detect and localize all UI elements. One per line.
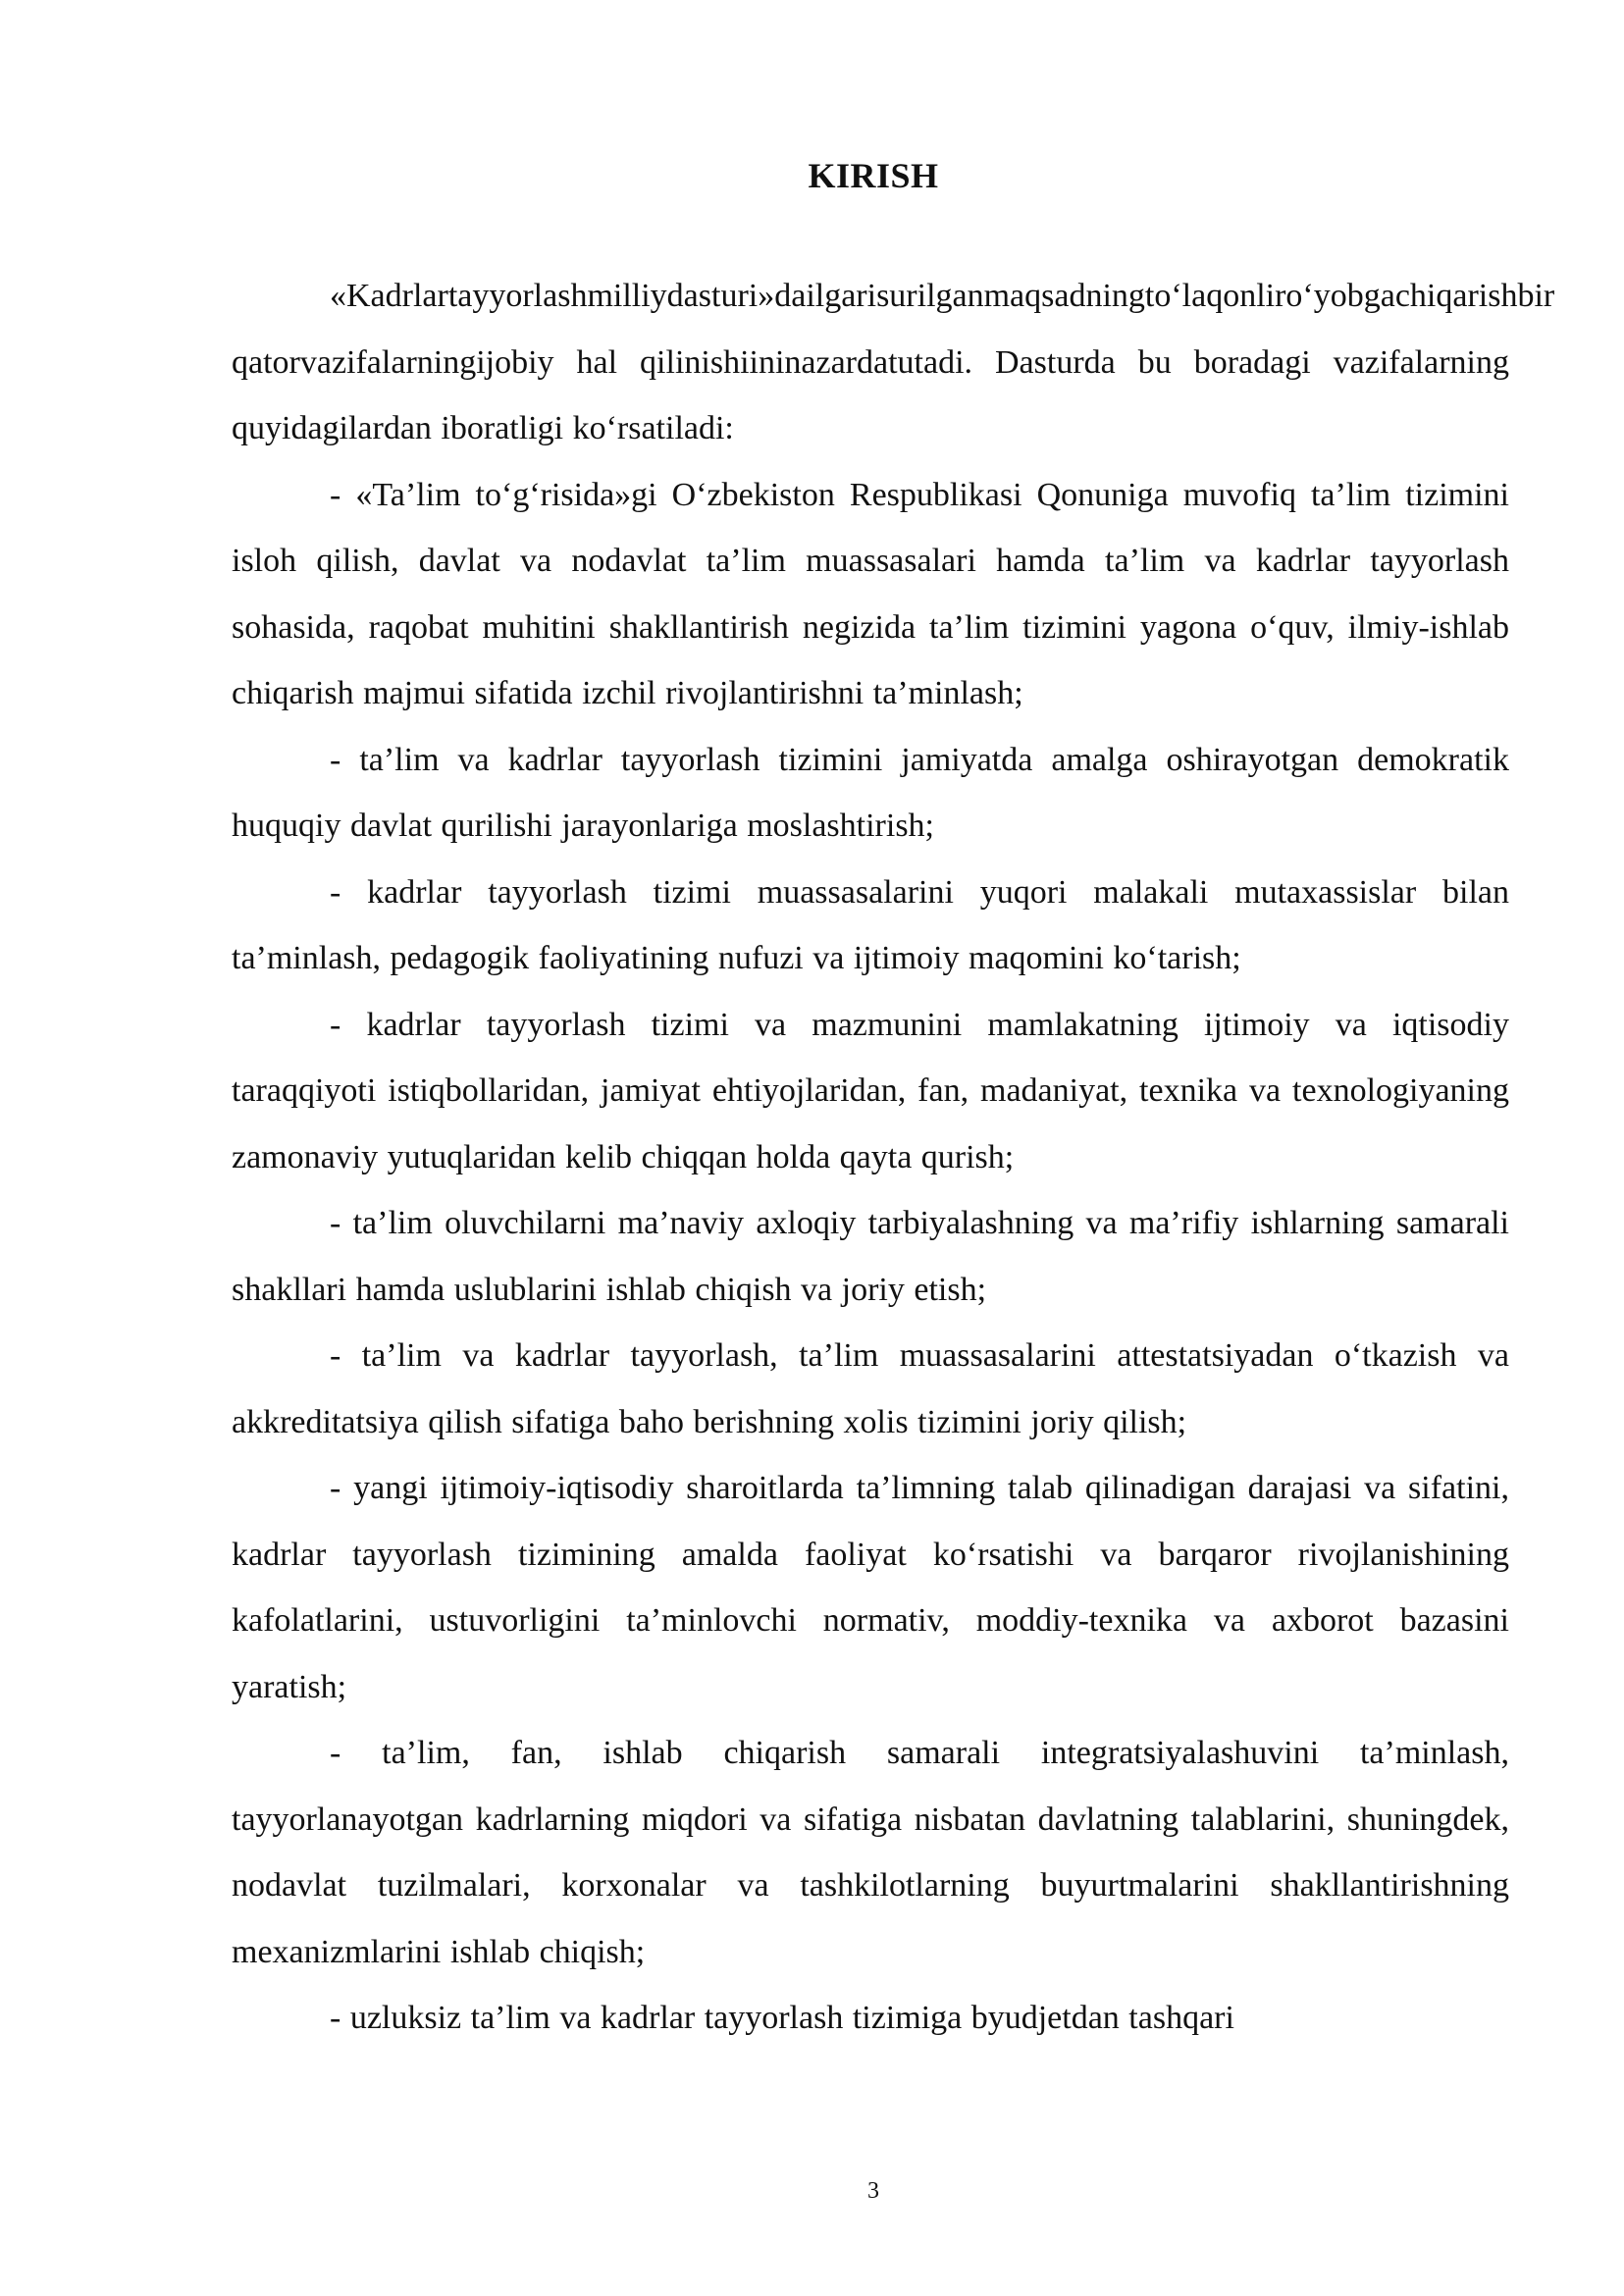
list-item: - ta’lim, fan, ishlab chiqarish samarali integratsiyalashuvini ta’minlash, tayyorlanayotgan kadrlarning miqdori va sifatiga nisbatan davlatning talablarini, shuningdek, nodavlat tuzilmalari, korxonalar va tashkilotlarning buyurtmalarini shakllantirishning mexanizmlarini ishlab chiqish; — [232, 1735, 1509, 1970]
body-text — [232, 263, 1555, 2052]
list-item: - kadrlar tayyorlash tizimi muassasalarini yuqori malakali mutaxassislar bilan ta’minlash, pedagogik faoliyatining nufuzi va ijtimoiy maqomini ko‘tarish; — [232, 873, 1509, 976]
section-heading: KIRISH — [808, 156, 939, 195]
paragraph-intro: «Kadrlartayyorlashmilliydasturi»dailgarisurilganmaqsadningto‘laqonliro‘yobgachiqarishbir qatorvazifalarningijobiy hal qilinishiininazardatutadi. Dasturda bu boradagi vazifalarning quyidagilardan iboratligi ko‘rsatiladi: — [232, 278, 1555, 446]
list-item: - yangi ijtimoiy-iqtisodiy sharoitlarda ta’limning talab qilinadigan darajasi va sifatini, kadrlar tayyorlash tizimining amalda faoliyat ko‘rsatishi va barqaror rivojlanishining kafolatlarini, ustuvorligini ta’minlovchi normativ, moddiy-texnika va axborot bazasini yaratish; — [232, 1470, 1509, 1705]
list-item: - ta’lim va kadrlar tayyorlash, ta’lim muassasalarini attestatsiyadan o‘tkazish va akkreditatsiya qilish sifatiga baho berishning xolis tizimini joriy qilish; — [232, 1337, 1509, 1440]
list-item: - uzluksiz ta’lim va kadrlar tayyorlash tizimiga byudjetdan tashqari — [330, 2000, 1234, 2036]
list-item: - «Ta’lim to‘g‘risida»gi O‘zbekiston Respublikasi Qonuniga muvofiq ta’lim tizimini isloh qilish, davlat va nodavlat ta’lim muassasalari hamda ta’lim va kadrlar tayyorlash sohasida, raqobat muhitini shakllantirish negizida ta’lim tizimini yagona o‘quv, ilmiy-ishlab chiqarish majmui sifatida izchil rivojlantirishni ta’minlash; — [232, 476, 1509, 711]
list-item: - kadrlar tayyorlash tizimi va mazmunini mamlakatning ijtimoiy va iqtisodiy taraqqiyoti istiqbollaridan, jamiyat ehtiyojlaridan, fan, madaniyat, texnika va texnologiyaning zamonaviy yutuqlaridan kelib chiqqan holda qayta qurish; — [232, 1006, 1509, 1175]
list-item: - ta’lim oluvchilarni ma’naviy axloqiy tarbiyalashning va ma’rifiy ishlarning samarali shakllari hamda uslublarini ishlab chiqish va joriy etish; — [232, 1205, 1509, 1308]
list-item: - ta’lim va kadrlar tayyorlash tizimini jamiyatda amalga oshirayotgan demokratik huquqiy davlat qurilishi jarayonlariga moslashtirish; — [232, 741, 1509, 844]
page-number: 3 — [867, 2178, 879, 2204]
